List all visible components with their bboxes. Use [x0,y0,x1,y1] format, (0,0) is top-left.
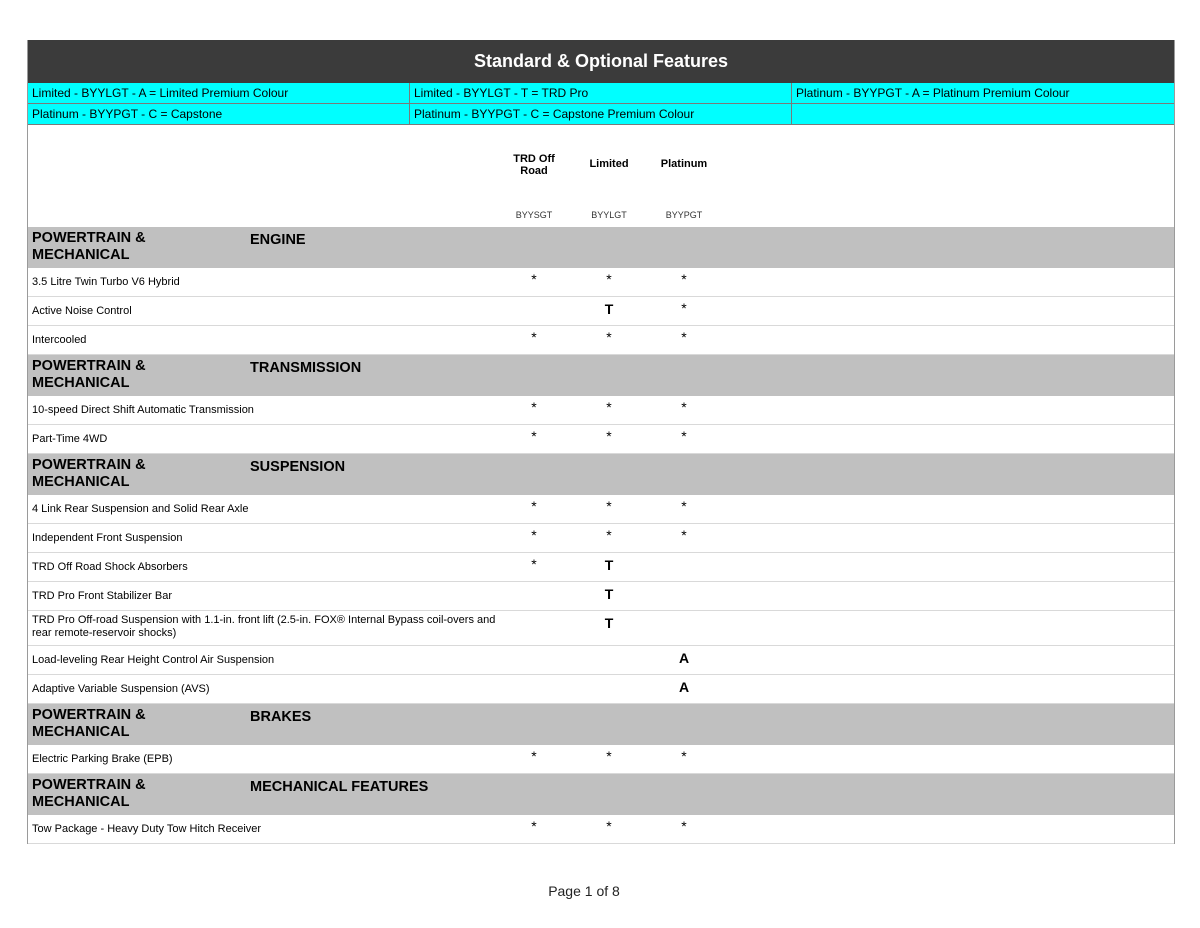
feature-mark: T [604,301,614,317]
legend-cell: Platinum - BYYPGT - C = Capstone Premium Colour [410,104,792,124]
features-document [27,40,1175,844]
feature-row [28,297,1174,326]
section-subcategory: SUSPENSION [250,459,346,475]
feature-mark: * [531,428,537,444]
feature-mark: * [606,428,612,444]
feature-mark: * [531,498,537,514]
legend-cell: Limited - BYYLGT - A = Limited Premium Colour [28,83,410,103]
feature-row [28,745,1174,774]
section-header [28,774,1174,815]
feature-mark: * [606,329,612,345]
feature-mark: * [681,428,687,444]
section-category: POWERTRAIN & MECHANICAL [32,777,146,810]
feature-label: Part-Time 4WD [32,433,108,445]
feature-mark: * [681,748,687,764]
feature-row [28,425,1174,454]
section-category: POWERTRAIN & MECHANICAL [32,230,146,263]
feature-mark: * [681,271,687,287]
feature-mark: T [604,586,614,602]
feature-row [28,268,1174,297]
feature-mark: * [681,300,687,316]
feature-mark: * [606,498,612,514]
feature-row [28,524,1174,553]
section-subcategory: ENGINE [250,232,306,248]
feature-label: Tow Package - Heavy Duty Tow Hitch Receiver [32,823,262,835]
feature-mark: * [606,818,612,834]
column-name: Limited [589,158,629,170]
feature-mark: * [531,527,537,543]
section-category: POWERTRAIN & MECHANICAL [32,358,146,391]
feature-mark: T [604,615,614,631]
feature-label: TRD Off Road Shock Absorbers [32,561,188,573]
feature-label: Independent Front Suspension [32,532,183,544]
legend-cell: Limited - BYYLGT - T = TRD Pro [410,83,792,103]
section-subcategory: TRANSMISSION [250,360,362,376]
feature-label: Adaptive Variable Suspension (AVS) [32,683,210,695]
feature-mark: * [531,556,537,572]
section-category: POWERTRAIN & MECHANICAL [32,707,146,740]
feature-row [28,495,1174,524]
legend-cell: Platinum - BYYPGT - A = Platinum Premium Colour [796,86,1070,100]
section-subcategory: BRAKES [250,709,312,725]
section-category: POWERTRAIN & MECHANICAL [32,457,146,490]
feature-row [28,815,1174,844]
section-header [28,454,1174,495]
feature-row [28,675,1174,704]
feature-label: 3.5 Litre Twin Turbo V6 Hybrid [32,276,180,288]
feature-table [28,227,1174,844]
feature-label: TRD Pro Off-road Suspension with 1.1-in. front lift (2.5-in. FOX® Internal Bypass coil-overs and rear remote-reservoir shocks) [32,614,496,639]
section-subcategory: MECHANICAL FEATURES [250,779,429,795]
legend-cell [792,104,1174,124]
feature-row [28,582,1174,611]
feature-mark: * [606,527,612,543]
feature-label: Active Noise Control [32,305,132,317]
feature-label: Intercooled [32,334,87,346]
feature-mark: * [681,399,687,415]
feature-label: 10-speed Direct Shift Automatic Transmission [32,404,254,416]
feature-mark: * [681,498,687,514]
legend-row [28,104,1174,125]
feature-mark: T [604,557,614,573]
legend-cell: Platinum - BYYPGT - C = Capstone [28,104,410,124]
feature-row [28,396,1174,425]
feature-mark: * [531,818,537,834]
column-code: BYYLGT [591,210,627,220]
feature-mark: * [531,399,537,415]
legend-row [28,83,1174,104]
section-header [28,355,1174,396]
page-number: Page 1 of 8 [548,883,620,899]
feature-mark: * [606,748,612,764]
document-title: Standard & Optional Features [28,40,1174,83]
feature-mark: A [678,679,690,695]
column-code: BYYPGT [665,210,703,220]
feature-mark: * [606,271,612,287]
feature-mark: * [531,748,537,764]
feature-mark: * [681,329,687,345]
feature-label: 4 Link Rear Suspension and Solid Rear Axle [32,503,249,515]
feature-row [28,611,1174,646]
feature-mark: * [531,271,537,287]
feature-label: TRD Pro Front Stabilizer Bar [32,590,172,602]
feature-mark: * [531,329,537,345]
feature-row [28,326,1174,355]
feature-mark: A [678,650,690,666]
column-code: BYYSGT [515,210,553,220]
column-name: TRD Off Road [513,153,555,177]
feature-mark: * [681,818,687,834]
feature-mark: * [606,399,612,415]
feature-row [28,553,1174,582]
feature-label: Load-leveling Rear Height Control Air Suspension [32,654,275,666]
section-header [28,227,1174,268]
section-header [28,704,1174,745]
column-header [28,125,1174,227]
feature-row [28,646,1174,675]
feature-label: Electric Parking Brake (EPB) [32,753,173,765]
column-name: Platinum [660,158,708,170]
feature-mark: * [681,527,687,543]
